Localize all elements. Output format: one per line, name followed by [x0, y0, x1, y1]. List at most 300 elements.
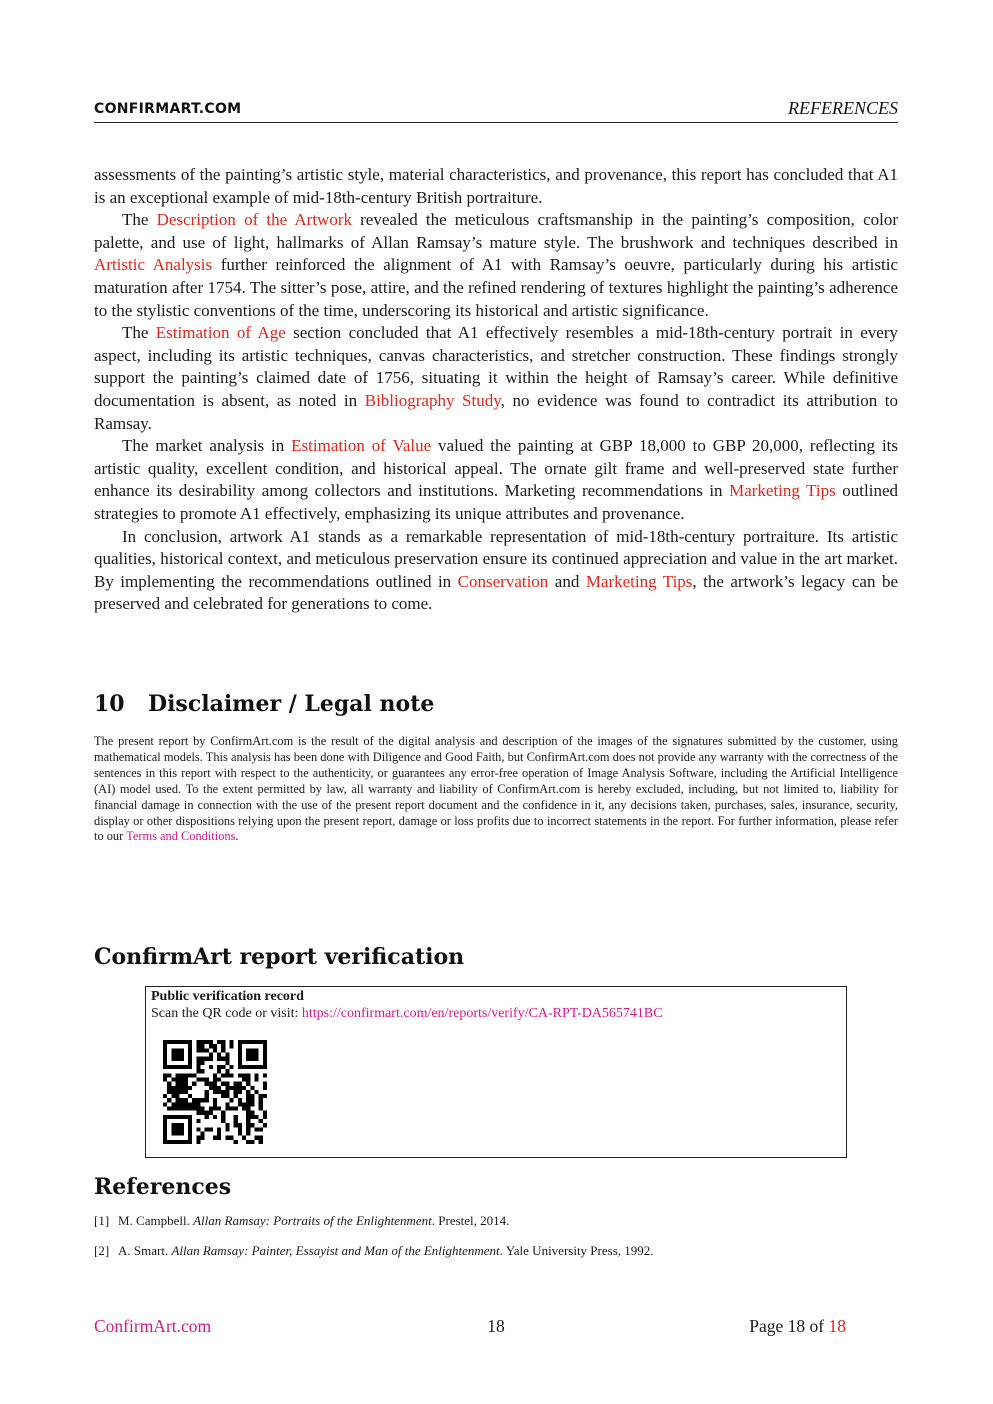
qr-module: [163, 1102, 167, 1106]
qr-module: [242, 1077, 246, 1081]
text-run: and: [548, 571, 586, 591]
qr-module: [234, 1107, 238, 1111]
qr-module: [221, 1065, 225, 1069]
qr-module: [242, 1086, 246, 1090]
terms-and-conditions-link[interactable]: Terms and Conditions: [126, 829, 236, 844]
qr-module: [209, 1040, 213, 1044]
conclusion-paragraph-2: [94, 209, 898, 322]
qr-module: [188, 1065, 192, 1069]
qr-module: [171, 1040, 175, 1044]
qr-module: [163, 1073, 167, 1077]
qr-module: [221, 1119, 225, 1123]
qr-module: [225, 1107, 229, 1111]
qr-module: [188, 1102, 192, 1106]
qr-module: [184, 1073, 188, 1077]
qr-module: [171, 1094, 175, 1098]
text-run: section concluded that A1 effectively resembles a mid-18th-century portrait in every aspect, including its artistic techniques, canvas characteristics, and stretcher construction. These findings strongly support the painting’s claimed date of 1756, situating it within the height of Ramsay’s career. While definitive documentation is absent, as noted in: [94, 323, 898, 410]
conclusion-paragraph-1: assessments of the painting’s artistic style, material characteristics, and provenance, this report has concluded that A1 is an exceptional example of mid-18th-century British portraiture.: [94, 165, 898, 207]
qr-module: [196, 1065, 200, 1069]
qr-module: [213, 1044, 217, 1048]
qr-module: [255, 1048, 259, 1052]
qr-module: [238, 1057, 242, 1061]
qr-module: [246, 1094, 250, 1098]
qr-module: [180, 1140, 184, 1144]
qr-module: [167, 1086, 171, 1090]
qr-module: [209, 1111, 213, 1115]
qr-module: [200, 1098, 204, 1102]
text-run: , no evidence was found to contradict its attribution to Ramsay.: [94, 390, 899, 433]
qr-module: [184, 1090, 188, 1094]
qr-module: [221, 1111, 225, 1115]
qr-module: [259, 1107, 263, 1111]
qr-module: [213, 1082, 217, 1086]
qr-module: [242, 1065, 246, 1069]
qr-module: [188, 1057, 192, 1061]
qr-module: [246, 1140, 250, 1144]
qr-module: [205, 1048, 209, 1052]
reference-author: A. Smart.: [118, 1243, 172, 1258]
qr-module: [188, 1107, 192, 1111]
section-title: Disclaimer / Legal note: [148, 691, 435, 717]
qr-module: [175, 1102, 179, 1106]
qr-module: [225, 1090, 229, 1094]
qr-module: [230, 1073, 234, 1077]
link-conservation[interactable]: Conservation: [457, 571, 549, 591]
qr-module: [230, 1098, 234, 1102]
verification-url-link[interactable]: https://confirmart.com/en/reports/verify/CA-RPT-DA565741BC: [301, 1006, 663, 1021]
qr-module: [242, 1136, 246, 1140]
qr-module: [167, 1107, 171, 1111]
qr-module: [175, 1127, 179, 1131]
qr-module: [230, 1136, 234, 1140]
text-run: revealed the meticulous craftsmanship in the painting’s composition, color palette, and use of light, hallmarks of Allan Ramsay’s mature style. The brushwork and techniques described in: [94, 210, 898, 252]
qr-module: [200, 1077, 204, 1081]
text-run: In conclusion, artwork A1 stands as a remarkable representation of mid-18th-century portraiture. Its artistic qualities, historical context, and meticulous preservation ensure its continued appreciation and value in the art market. By implementing the recommendations outlined in: [94, 526, 898, 591]
qr-module: [250, 1048, 254, 1052]
qr-module: [263, 1094, 267, 1098]
qr-module: [171, 1102, 175, 1106]
qr-module: [175, 1098, 179, 1102]
qr-module: [263, 1061, 267, 1065]
qr-module: [217, 1136, 221, 1140]
qr-module: [217, 1069, 221, 1073]
qr-module: [259, 1140, 263, 1144]
qr-module: [184, 1077, 188, 1081]
link-artistic-analysis[interactable]: Artistic Analysis: [94, 255, 213, 275]
link-marketing-tips[interactable]: Marketing Tips: [729, 481, 836, 501]
reference-item: [94, 1243, 898, 1259]
qr-module: [188, 1132, 192, 1136]
qr-module: [188, 1119, 192, 1123]
link-marketing-tips[interactable]: Marketing Tips: [585, 571, 693, 591]
qr-module: [225, 1123, 229, 1127]
qr-module: [163, 1057, 167, 1061]
qr-module: [213, 1098, 217, 1102]
qr-module: [180, 1077, 184, 1081]
qr-module: [175, 1140, 179, 1144]
qr-module: [167, 1115, 171, 1119]
qr-module: [163, 1048, 167, 1052]
qr-module: [200, 1111, 204, 1115]
qr-module: [255, 1040, 259, 1044]
qr-module: [217, 1052, 221, 1056]
qr-module: [184, 1115, 188, 1119]
scan-instruction: Scan the QR code or visit:: [151, 1006, 302, 1021]
qr-module: [230, 1086, 234, 1090]
text-run: The present report by ConfirmArt.com is the result of the digital analysis and description of the images of the signatures submitted by the customer, using mathematical models. This analysis has been done with Diligence and Good Faith, but ConfirmArt.com does not provide any warranty with the correctness of the sentences in this report with respect to the authenticity, or guarantees any error-free operation of Image Analysis Software, including the Artificial Intelligence (AI) model used. To the extent permitted by law, all warranty and liability of ConfirmArt.com is hereby excluded, including, but not limited to, liability for financial damage in connection with the use of the present report document and the confidence in it, any decisions taken, purchases, sales, insurance, security, display or other dispositions relying upon the present report, damage or loss profits due to incorrect statements in the report. For further information, please refer to our: [94, 734, 898, 844]
qr-module: [180, 1052, 184, 1056]
qr-module: [242, 1102, 246, 1106]
qr-module: [188, 1136, 192, 1140]
qr-module: [209, 1044, 213, 1048]
qr-module: [250, 1040, 254, 1044]
last-page-link[interactable]: 18: [828, 1316, 846, 1336]
qr-module: [188, 1061, 192, 1065]
qr-module: [217, 1040, 221, 1044]
qr-module: [167, 1040, 171, 1044]
qr-module: [188, 1127, 192, 1131]
qr-module: [221, 1073, 225, 1077]
qr-module: [238, 1052, 242, 1056]
qr-module: [184, 1082, 188, 1086]
section-number: 10: [94, 691, 125, 717]
verification-box-title: Public verification record: [151, 989, 304, 1004]
link-estimation-of-value[interactable]: Estimation of Value: [291, 436, 432, 456]
qr-module: [171, 1052, 175, 1056]
qr-module: [263, 1086, 267, 1090]
qr-module: [209, 1057, 213, 1061]
qr-module: [209, 1082, 213, 1086]
qr-module: [255, 1077, 259, 1081]
qr-module: [234, 1086, 238, 1090]
qr-module: [175, 1048, 179, 1052]
page-footer: [94, 1316, 846, 1338]
qr-module: [246, 1073, 250, 1077]
reference-title: Allan Ramsay: Painter, Essayist and Man of the Enlightenment: [171, 1243, 500, 1258]
qr-module: [242, 1040, 246, 1044]
qr-module: [188, 1048, 192, 1052]
qr-module: [234, 1094, 238, 1098]
qr-module: [234, 1090, 238, 1094]
qr-module: [180, 1115, 184, 1119]
qr-module: [255, 1065, 259, 1069]
qr-module: [259, 1119, 263, 1123]
qr-module: [171, 1115, 175, 1119]
qr-module: [209, 1065, 213, 1069]
qr-module: [180, 1102, 184, 1106]
qr-module: [221, 1044, 225, 1048]
reference-number: [1]: [94, 1213, 110, 1228]
qr-module: [246, 1065, 250, 1069]
qr-module: [180, 1040, 184, 1044]
qr-module: [180, 1065, 184, 1069]
qr-module: [213, 1090, 217, 1094]
qr-module: [263, 1044, 267, 1048]
qr-module: [163, 1119, 167, 1123]
qr-module: [180, 1048, 184, 1052]
running-head: REFERENCES: [788, 98, 898, 118]
qr-module: [238, 1040, 242, 1044]
qr-module: [200, 1057, 204, 1061]
qr-module: [213, 1086, 217, 1090]
qr-module: [196, 1102, 200, 1106]
link-bibliography-study[interactable]: Bibliography Study: [364, 390, 501, 410]
qr-module: [246, 1052, 250, 1056]
qr-module: [209, 1052, 213, 1056]
qr-module: [234, 1082, 238, 1086]
qr-module: [246, 1040, 250, 1044]
qr-module: [217, 1057, 221, 1061]
qr-module: [175, 1107, 179, 1111]
qr-module: [163, 1061, 167, 1065]
text-run: further reinforced the alignment of A1 with Ramsay’s oeuvre, particularly during his artistic maturation after 1754. The sitter’s pose, attire, and the refined rendering of textures highlight the painting’s adherence to the stylistic conventions of the time, underscoring its historical and artistic significance.: [94, 255, 898, 320]
qr-module: [255, 1127, 259, 1131]
qr-module: [255, 1057, 259, 1061]
qr-module: [171, 1132, 175, 1136]
reference-title: Allan Ramsay: Portraits of the Enlightenment: [193, 1213, 432, 1228]
qr-module: [225, 1069, 229, 1073]
qr-module: [180, 1082, 184, 1086]
qr-module: [255, 1052, 259, 1056]
qr-module: [221, 1040, 225, 1044]
qr-module: [163, 1115, 167, 1119]
qr-module: [196, 1098, 200, 1102]
qr-module: [234, 1140, 238, 1144]
qr-module: [184, 1140, 188, 1144]
qr-module: [225, 1052, 229, 1056]
qr-module: [163, 1094, 167, 1098]
qr-module: [184, 1102, 188, 1106]
confirmart-logo: CONFIRMART.COM: [94, 101, 242, 117]
qr-module: [192, 1073, 196, 1077]
qr-module: [175, 1090, 179, 1094]
qr-module: [246, 1111, 250, 1115]
qr-module: [196, 1061, 200, 1065]
qr-module: [246, 1048, 250, 1052]
qr-module: [188, 1140, 192, 1144]
qr-module: [196, 1040, 200, 1044]
qr-module: [238, 1082, 242, 1086]
qr-module: [200, 1048, 204, 1052]
qr-module: [238, 1098, 242, 1102]
qr-module: [225, 1094, 229, 1098]
qr-module: [217, 1077, 221, 1081]
qr-module: [209, 1127, 213, 1131]
qr-module: [188, 1040, 192, 1044]
qr-module: [263, 1082, 267, 1086]
qr-module: [213, 1107, 217, 1111]
qr-module: [221, 1082, 225, 1086]
qr-module: [217, 1107, 221, 1111]
link-description-of-artwork[interactable]: Description of the Artwork: [156, 210, 352, 230]
qr-module: [246, 1127, 250, 1131]
qr-module: [196, 1048, 200, 1052]
verification-box: [145, 986, 847, 1158]
qr-module: [184, 1040, 188, 1044]
reference-number: [2]: [94, 1243, 110, 1258]
qr-module: [250, 1052, 254, 1056]
qr-module: [188, 1123, 192, 1127]
qr-module: [196, 1111, 200, 1115]
qr-module: [163, 1136, 167, 1140]
qr-module: [205, 1090, 209, 1094]
qr-module: [200, 1069, 204, 1073]
qr-module: [188, 1073, 192, 1077]
qr-module: [184, 1086, 188, 1090]
footer-page-count: [749, 1316, 846, 1337]
qr-module: [263, 1048, 267, 1052]
qr-module: [259, 1094, 263, 1098]
qr-module: [200, 1132, 204, 1136]
verification-heading: ConfirmArt report verification: [94, 944, 465, 970]
qr-module: [221, 1057, 225, 1061]
qr-module: [250, 1115, 254, 1119]
qr-module: [234, 1115, 238, 1119]
qr-module: [225, 1061, 229, 1065]
qr-module: [196, 1127, 200, 1131]
qr-module: [171, 1107, 175, 1111]
qr-module: [246, 1123, 250, 1127]
qr-module: [167, 1065, 171, 1069]
text-run: , the artwork’s legacy can be preserved and celebrated for generations to come.: [94, 571, 898, 614]
qr-module: [263, 1073, 267, 1077]
qr-module: [238, 1086, 242, 1090]
qr-module: [205, 1111, 209, 1115]
qr-module: [259, 1098, 263, 1102]
qr-module: [234, 1123, 238, 1127]
qr-module: [171, 1123, 175, 1127]
qr-module: [250, 1111, 254, 1115]
qr-code-icon[interactable]: [163, 1040, 267, 1144]
qr-module: [217, 1086, 221, 1090]
qr-module: [250, 1098, 254, 1102]
references-heading: References: [94, 1174, 232, 1200]
qr-module: [213, 1115, 217, 1119]
qr-module: [259, 1102, 263, 1106]
qr-module: [221, 1094, 225, 1098]
qr-module: [263, 1052, 267, 1056]
qr-module: [238, 1048, 242, 1052]
text-run: outlined strategies to promote A1 effectively, emphasizing its unique attributes and provenance.: [94, 481, 899, 523]
qr-module: [184, 1098, 188, 1102]
qr-module: [238, 1132, 242, 1136]
qr-module: [171, 1065, 175, 1069]
qr-module: [196, 1077, 200, 1081]
qr-module: [163, 1127, 167, 1131]
qr-module: [259, 1065, 263, 1069]
qr-module: [246, 1132, 250, 1136]
qr-module: [213, 1102, 217, 1106]
qr-module: [238, 1123, 242, 1127]
qr-module: [188, 1086, 192, 1090]
qr-module: [180, 1057, 184, 1061]
qr-module: [200, 1040, 204, 1044]
qr-module: [217, 1065, 221, 1069]
qr-module: [171, 1086, 175, 1090]
reference-publisher: . Prestel, 2014.: [431, 1213, 510, 1228]
qr-module: [205, 1082, 209, 1086]
qr-module: [175, 1082, 179, 1086]
qr-module: [246, 1090, 250, 1094]
qr-module: [175, 1086, 179, 1090]
footer-page-number: 18: [487, 1316, 505, 1336]
qr-module: [221, 1048, 225, 1052]
qr-module: [167, 1090, 171, 1094]
qr-module: [167, 1073, 171, 1077]
verification-line: [151, 1006, 663, 1022]
qr-module: [188, 1094, 192, 1098]
conclusion-paragraph-4: [94, 435, 898, 525]
qr-module: [230, 1065, 234, 1069]
qr-module: [225, 1057, 229, 1061]
qr-module: [213, 1077, 217, 1081]
qr-module: [259, 1040, 263, 1044]
qr-module: [196, 1119, 200, 1123]
qr-module: [238, 1044, 242, 1048]
conclusion-paragraph-3: [94, 322, 898, 435]
qr-module: [205, 1040, 209, 1044]
qr-module: [163, 1065, 167, 1069]
qr-module: [255, 1090, 259, 1094]
qr-module: [184, 1107, 188, 1111]
qr-module: [196, 1107, 200, 1111]
qr-module: [188, 1115, 192, 1119]
reference-author: M. Campbell.: [118, 1213, 194, 1228]
qr-module: [238, 1090, 242, 1094]
qr-module: [163, 1123, 167, 1127]
qr-module: [209, 1107, 213, 1111]
qr-module: [205, 1127, 209, 1131]
disclaimer-text: [94, 734, 898, 845]
qr-module: [225, 1136, 229, 1140]
qr-module: [163, 1040, 167, 1044]
qr-module: [255, 1136, 259, 1140]
qr-module: [238, 1127, 242, 1131]
qr-module: [263, 1111, 267, 1115]
reference-publisher: . Yale University Press, 1992.: [499, 1243, 654, 1258]
qr-module: [250, 1086, 254, 1090]
qr-module: [188, 1044, 192, 1048]
qr-module: [263, 1123, 267, 1127]
qr-module: [171, 1057, 175, 1061]
qr-module: [175, 1077, 179, 1081]
page-label: Page 18 of: [749, 1316, 829, 1336]
qr-module: [221, 1090, 225, 1094]
qr-module: [246, 1115, 250, 1119]
link-estimation-of-age[interactable]: Estimation of Age: [155, 323, 286, 343]
qr-module: [184, 1065, 188, 1069]
qr-module: [196, 1044, 200, 1048]
qr-module: [171, 1048, 175, 1052]
qr-module: [163, 1077, 167, 1081]
qr-module: [246, 1119, 250, 1123]
qr-module: [246, 1102, 250, 1106]
qr-module: [171, 1090, 175, 1094]
qr-module: [180, 1123, 184, 1127]
qr-module: [263, 1040, 267, 1044]
footer-site-link[interactable]: ConfirmArt.com: [94, 1316, 212, 1336]
text-run: The: [122, 210, 157, 230]
qr-module: [221, 1115, 225, 1119]
qr-module: [238, 1102, 242, 1106]
qr-module: [192, 1102, 196, 1106]
section-heading-disclaimer: [94, 691, 434, 717]
qr-module: [234, 1119, 238, 1123]
qr-module: [225, 1127, 229, 1131]
qr-module: [250, 1065, 254, 1069]
qr-module: [163, 1140, 167, 1144]
qr-module: [196, 1069, 200, 1073]
